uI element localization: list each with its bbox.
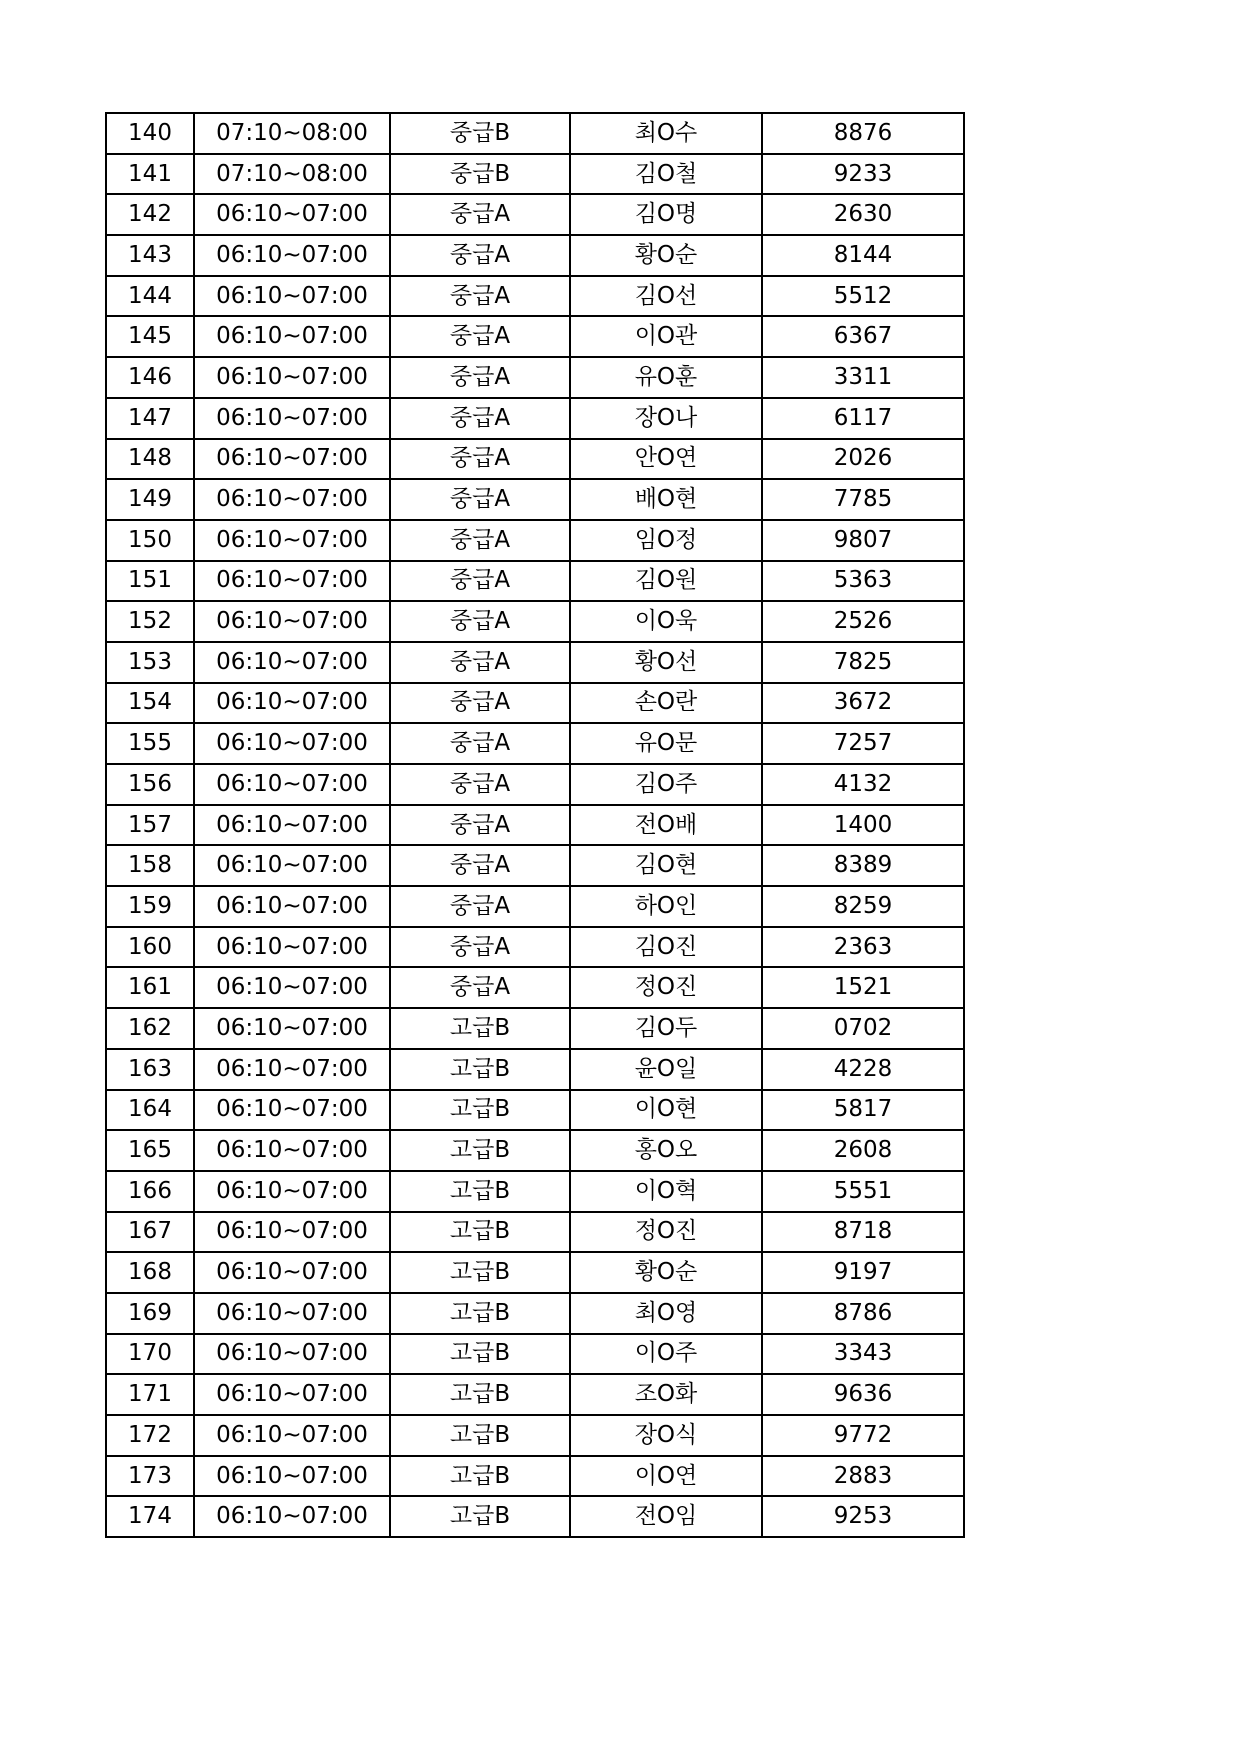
time-slot-cell: 07:10~08:00 [194, 113, 390, 154]
row-number-cell: 152 [106, 601, 194, 642]
member-name-cell: 김O두 [570, 1008, 762, 1049]
member-name-cell: 김O주 [570, 764, 762, 805]
table-row [106, 723, 964, 764]
time-slot-cell: 06:10~07:00 [194, 1415, 390, 1456]
level-cell: 중급A [390, 642, 570, 683]
level-cell: 중급B [390, 154, 570, 195]
member-code-cell: 5512 [762, 276, 964, 317]
member-name-cell: 정O진 [570, 967, 762, 1008]
member-name-cell: 김O원 [570, 561, 762, 602]
level-cell: 중급A [390, 316, 570, 357]
time-slot-cell: 06:10~07:00 [194, 194, 390, 235]
level-cell: 고급B [390, 1049, 570, 1090]
table-row [106, 1130, 964, 1171]
level-cell: 중급A [390, 439, 570, 480]
member-name-cell: 최O수 [570, 113, 762, 154]
level-cell: 고급B [390, 1415, 570, 1456]
time-slot-cell: 06:10~07:00 [194, 845, 390, 886]
level-cell: 중급A [390, 194, 570, 235]
time-slot-cell: 06:10~07:00 [194, 1049, 390, 1090]
roster-table [105, 112, 965, 1538]
row-number-cell: 173 [106, 1456, 194, 1497]
member-name-cell: 이O욱 [570, 601, 762, 642]
member-code-cell: 3672 [762, 683, 964, 724]
level-cell: 중급A [390, 764, 570, 805]
table-row [106, 561, 964, 602]
member-code-cell: 6367 [762, 316, 964, 357]
row-number-cell: 141 [106, 154, 194, 195]
level-cell: 고급B [390, 1008, 570, 1049]
time-slot-cell: 06:10~07:00 [194, 561, 390, 602]
table-row [106, 967, 964, 1008]
member-code-cell: 2363 [762, 927, 964, 968]
level-cell: 고급B [390, 1252, 570, 1293]
member-code-cell: 9636 [762, 1374, 964, 1415]
member-code-cell: 2630 [762, 194, 964, 235]
row-number-cell: 159 [106, 886, 194, 927]
time-slot-cell: 06:10~07:00 [194, 1456, 390, 1497]
row-number-cell: 165 [106, 1130, 194, 1171]
member-name-cell: 황O선 [570, 642, 762, 683]
time-slot-cell: 06:10~07:00 [194, 764, 390, 805]
row-number-cell: 163 [106, 1049, 194, 1090]
member-code-cell: 8718 [762, 1212, 964, 1253]
row-number-cell: 155 [106, 723, 194, 764]
table-row [106, 1008, 964, 1049]
member-name-cell: 손O란 [570, 683, 762, 724]
level-cell: 중급A [390, 683, 570, 724]
table-row [106, 113, 964, 154]
member-code-cell: 8876 [762, 113, 964, 154]
member-name-cell: 김O선 [570, 276, 762, 317]
row-number-cell: 172 [106, 1415, 194, 1456]
time-slot-cell: 06:10~07:00 [194, 1130, 390, 1171]
time-slot-cell: 06:10~07:00 [194, 1293, 390, 1334]
row-number-cell: 164 [106, 1090, 194, 1131]
member-code-cell: 7257 [762, 723, 964, 764]
table-row [106, 1171, 964, 1212]
level-cell: 중급A [390, 520, 570, 561]
member-name-cell: 유O훈 [570, 357, 762, 398]
level-cell: 고급B [390, 1456, 570, 1497]
member-name-cell: 임O정 [570, 520, 762, 561]
time-slot-cell: 06:10~07:00 [194, 967, 390, 1008]
table-row [106, 1374, 964, 1415]
level-cell: 고급B [390, 1090, 570, 1131]
time-slot-cell: 06:10~07:00 [194, 235, 390, 276]
time-slot-cell: 06:10~07:00 [194, 1212, 390, 1253]
time-slot-cell: 06:10~07:00 [194, 1090, 390, 1131]
member-code-cell: 2608 [762, 1130, 964, 1171]
roster-table-body [106, 113, 964, 1537]
row-number-cell: 167 [106, 1212, 194, 1253]
time-slot-cell: 06:10~07:00 [194, 398, 390, 439]
row-number-cell: 150 [106, 520, 194, 561]
table-row [106, 276, 964, 317]
table-row [106, 845, 964, 886]
member-code-cell: 5817 [762, 1090, 964, 1131]
table-row [106, 520, 964, 561]
time-slot-cell: 06:10~07:00 [194, 805, 390, 846]
time-slot-cell: 06:10~07:00 [194, 276, 390, 317]
time-slot-cell: 06:10~07:00 [194, 1496, 390, 1537]
table-row [106, 601, 964, 642]
member-code-cell: 3311 [762, 357, 964, 398]
table-row [106, 764, 964, 805]
level-cell: 중급A [390, 479, 570, 520]
level-cell: 중급A [390, 927, 570, 968]
member-name-cell: 김O철 [570, 154, 762, 195]
member-name-cell: 이O관 [570, 316, 762, 357]
row-number-cell: 144 [106, 276, 194, 317]
table-row [106, 398, 964, 439]
row-number-cell: 156 [106, 764, 194, 805]
row-number-cell: 166 [106, 1171, 194, 1212]
member-code-cell: 2883 [762, 1456, 964, 1497]
member-code-cell: 8786 [762, 1293, 964, 1334]
row-number-cell: 148 [106, 439, 194, 480]
table-row [106, 642, 964, 683]
member-code-cell: 9772 [762, 1415, 964, 1456]
row-number-cell: 154 [106, 683, 194, 724]
member-code-cell: 0702 [762, 1008, 964, 1049]
member-code-cell: 7785 [762, 479, 964, 520]
level-cell: 고급B [390, 1374, 570, 1415]
time-slot-cell: 06:10~07:00 [194, 927, 390, 968]
level-cell: 고급B [390, 1212, 570, 1253]
member-code-cell: 9197 [762, 1252, 964, 1293]
level-cell: 중급A [390, 276, 570, 317]
member-code-cell: 9253 [762, 1496, 964, 1537]
member-code-cell: 9233 [762, 154, 964, 195]
time-slot-cell: 06:10~07:00 [194, 1008, 390, 1049]
time-slot-cell: 06:10~07:00 [194, 520, 390, 561]
member-code-cell: 7825 [762, 642, 964, 683]
member-name-cell: 하O인 [570, 886, 762, 927]
member-code-cell: 9807 [762, 520, 964, 561]
member-name-cell: 황O순 [570, 1252, 762, 1293]
member-name-cell: 전O배 [570, 805, 762, 846]
level-cell: 중급A [390, 967, 570, 1008]
member-code-cell: 6117 [762, 398, 964, 439]
table-row [106, 235, 964, 276]
level-cell: 고급B [390, 1130, 570, 1171]
member-name-cell: 김O명 [570, 194, 762, 235]
table-row [106, 439, 964, 480]
level-cell: 중급A [390, 845, 570, 886]
row-number-cell: 147 [106, 398, 194, 439]
member-name-cell: 최O영 [570, 1293, 762, 1334]
member-name-cell: 이O혁 [570, 1171, 762, 1212]
table-row [106, 357, 964, 398]
member-code-cell: 2526 [762, 601, 964, 642]
time-slot-cell: 06:10~07:00 [194, 886, 390, 927]
level-cell: 고급B [390, 1293, 570, 1334]
member-name-cell: 배O현 [570, 479, 762, 520]
member-code-cell: 5363 [762, 561, 964, 602]
time-slot-cell: 06:10~07:00 [194, 642, 390, 683]
row-number-cell: 169 [106, 1293, 194, 1334]
row-number-cell: 160 [106, 927, 194, 968]
member-name-cell: 유O문 [570, 723, 762, 764]
table-row [106, 154, 964, 195]
row-number-cell: 168 [106, 1252, 194, 1293]
time-slot-cell: 06:10~07:00 [194, 316, 390, 357]
table-row [106, 683, 964, 724]
level-cell: 중급A [390, 398, 570, 439]
time-slot-cell: 06:10~07:00 [194, 683, 390, 724]
level-cell: 중급A [390, 235, 570, 276]
row-number-cell: 142 [106, 194, 194, 235]
row-number-cell: 170 [106, 1334, 194, 1375]
table-row [106, 1049, 964, 1090]
table-row [106, 805, 964, 846]
member-code-cell: 1400 [762, 805, 964, 846]
time-slot-cell: 06:10~07:00 [194, 1374, 390, 1415]
level-cell: 고급B [390, 1496, 570, 1537]
level-cell: 중급A [390, 805, 570, 846]
row-number-cell: 158 [106, 845, 194, 886]
row-number-cell: 140 [106, 113, 194, 154]
time-slot-cell: 06:10~07:00 [194, 601, 390, 642]
row-number-cell: 151 [106, 561, 194, 602]
table-row [106, 1415, 964, 1456]
table-row [106, 1212, 964, 1253]
table-row [106, 1252, 964, 1293]
member-name-cell: 장O나 [570, 398, 762, 439]
row-number-cell: 174 [106, 1496, 194, 1537]
member-name-cell: 조O화 [570, 1374, 762, 1415]
member-name-cell: 장O식 [570, 1415, 762, 1456]
row-number-cell: 162 [106, 1008, 194, 1049]
time-slot-cell: 06:10~07:00 [194, 1252, 390, 1293]
row-number-cell: 143 [106, 235, 194, 276]
member-code-cell: 1521 [762, 967, 964, 1008]
table-row [106, 316, 964, 357]
table-row [106, 1456, 964, 1497]
member-name-cell: 정O진 [570, 1212, 762, 1253]
row-number-cell: 161 [106, 967, 194, 1008]
member-name-cell: 안O연 [570, 439, 762, 480]
row-number-cell: 146 [106, 357, 194, 398]
table-row [106, 479, 964, 520]
member-code-cell: 2026 [762, 439, 964, 480]
time-slot-cell: 06:10~07:00 [194, 479, 390, 520]
table-row [106, 1090, 964, 1131]
member-name-cell: 김O현 [570, 845, 762, 886]
member-name-cell: 이O연 [570, 1456, 762, 1497]
level-cell: 중급B [390, 113, 570, 154]
time-slot-cell: 07:10~08:00 [194, 154, 390, 195]
level-cell: 중급A [390, 886, 570, 927]
row-number-cell: 171 [106, 1374, 194, 1415]
row-number-cell: 153 [106, 642, 194, 683]
level-cell: 중급A [390, 601, 570, 642]
table-row [106, 1293, 964, 1334]
row-number-cell: 157 [106, 805, 194, 846]
time-slot-cell: 06:10~07:00 [194, 1171, 390, 1212]
level-cell: 고급B [390, 1334, 570, 1375]
table-row [106, 1334, 964, 1375]
level-cell: 고급B [390, 1171, 570, 1212]
time-slot-cell: 06:10~07:00 [194, 439, 390, 480]
table-row [106, 886, 964, 927]
member-name-cell: 이O현 [570, 1090, 762, 1131]
level-cell: 중급A [390, 561, 570, 602]
member-code-cell: 5551 [762, 1171, 964, 1212]
member-code-cell: 8144 [762, 235, 964, 276]
member-name-cell: 전O임 [570, 1496, 762, 1537]
member-code-cell: 8389 [762, 845, 964, 886]
table-row [106, 927, 964, 968]
member-code-cell: 8259 [762, 886, 964, 927]
member-name-cell: 홍O오 [570, 1130, 762, 1171]
member-code-cell: 4132 [762, 764, 964, 805]
time-slot-cell: 06:10~07:00 [194, 1334, 390, 1375]
member-name-cell: 황O순 [570, 235, 762, 276]
table-row [106, 194, 964, 235]
time-slot-cell: 06:10~07:00 [194, 723, 390, 764]
member-name-cell: 김O진 [570, 927, 762, 968]
table-row [106, 1496, 964, 1537]
member-name-cell: 윤O일 [570, 1049, 762, 1090]
level-cell: 중급A [390, 723, 570, 764]
member-name-cell: 이O주 [570, 1334, 762, 1375]
level-cell: 중급A [390, 357, 570, 398]
row-number-cell: 145 [106, 316, 194, 357]
row-number-cell: 149 [106, 479, 194, 520]
member-code-cell: 3343 [762, 1334, 964, 1375]
time-slot-cell: 06:10~07:00 [194, 357, 390, 398]
member-code-cell: 4228 [762, 1049, 964, 1090]
